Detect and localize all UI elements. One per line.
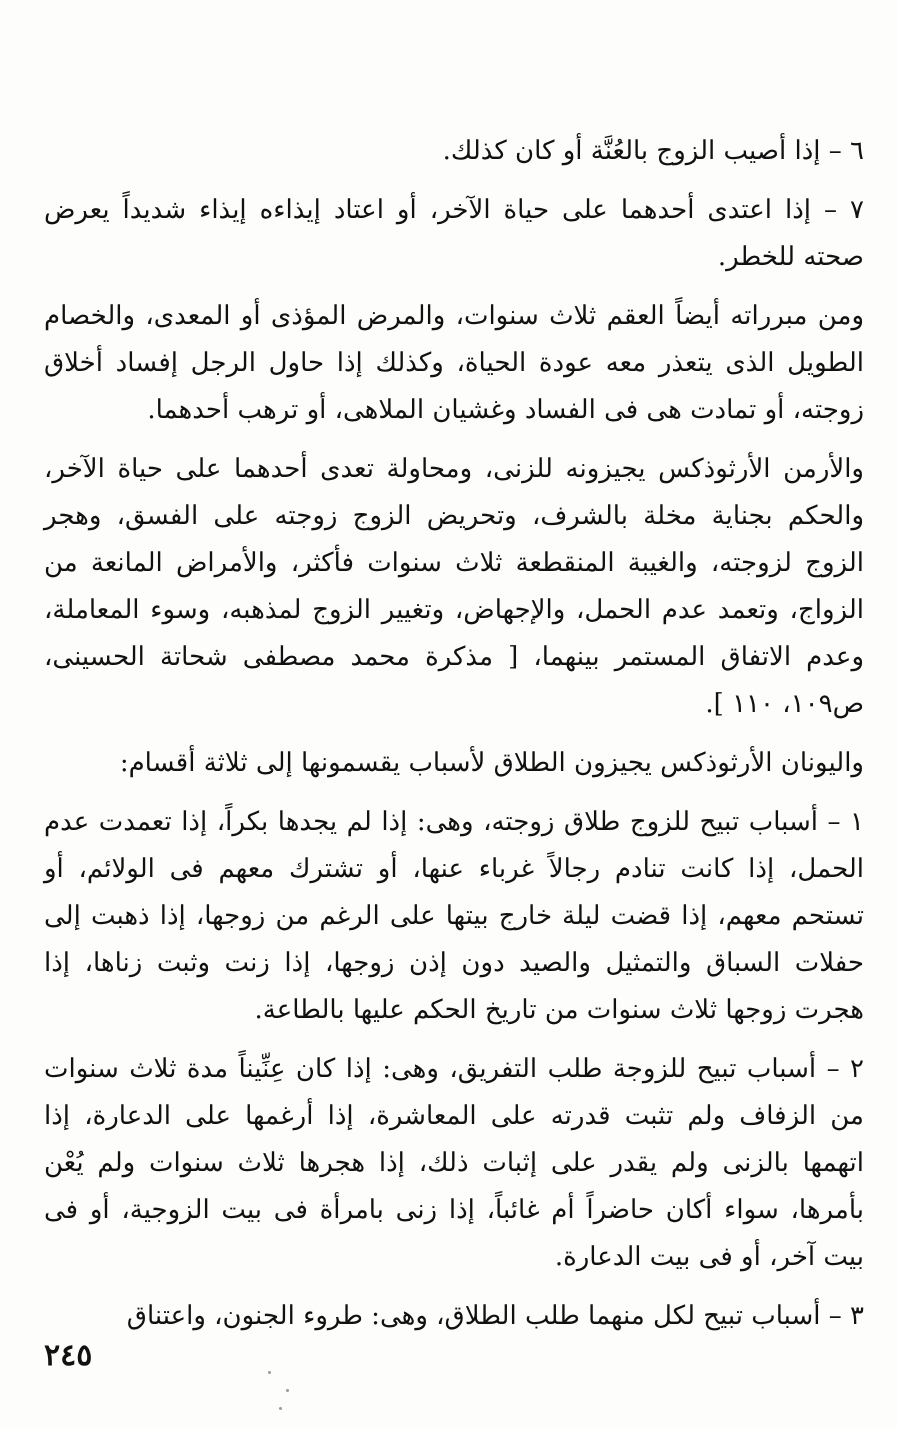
paragraph-item-7: ٧ – إذا اعتدى أحدهما على حياة الآخر، أو اعتاد إيذاءه إيذاء شديداً يعرض صحته للخطر. xyxy=(44,195,864,272)
scan-speck xyxy=(268,1371,271,1374)
paragraph-item-6: ٦ – إذا أصيب الزوج بالعُنَّة أو كان كذلك. xyxy=(442,136,864,166)
paragraph-husband-grounds: ١ – أسباب تبيح للزوج طلاق زوجته، وهى: إذا لم يجدها بكراً، إذا تعمدت عدم الحمل، إذا كانت تنادم رجالاً غرباء عنها، أو تشترك معهم فى الولائم، أو تستحم معهم، إذا قضت ليلة خارج بيتها على الرغم من زوجها، إذا ذهبت إلى حفلات السباق والتمثيل والصيد دون إذن زوجها، إذا زنت وثبت زناها، إذا هجرت زوجها ثلاث سنوات من تاريخ الحكم عليها بالطاعة. xyxy=(44,807,864,1025)
scan-speck xyxy=(279,1407,282,1410)
paragraph-greek-orthodox-intro: واليونان الأرثوذكس يجيزون الطلاق لأسباب يقسمونها إلى ثلاثة أقسام: xyxy=(119,748,864,778)
scan-speck xyxy=(286,1389,289,1392)
paragraph-mutual-grounds: ٣ – أسباب تبيح لكل منهما طلب الطلاق، وهى: طروء الجنون، واعتناق xyxy=(126,1301,864,1331)
paragraph-wife-grounds: ٢ – أسباب تبيح للزوجة طلب التفريق، وهى: إذا كان عِنِّيناً مدة ثلاث سنوات من الزفاف ولم تثبت قدرته على المعاشرة، إذا أرغمها على الدعارة، إذا اتهمها بالزنى ولم يقدر على إثبات ذلك، إذا هجرها ثلاث سنوات ولم يُعْن بأمرها، سواء أكان حاضراً أم غائباً، إذا زنى بامرأة فى بيت الزوجية، أو فى بيت آخر، أو فى بيت الدعارة. xyxy=(44,1054,864,1272)
page-body xyxy=(44,128,864,1352)
paragraph-other-justifications: ومن مبرراته أيضاً العقم ثلاث سنوات، والمرض المؤذى أو المعدى، والخصام الطويل الذى يتعذر معه عودة الحياة، وكذلك إذا حاول الرجل إفساد أخلاق زوجته، أو تمادت هى فى الفساد وغشيان الملاهى، أو ترهب أحدهما. xyxy=(44,301,864,425)
page-number: ٢٤٥ xyxy=(44,1338,93,1373)
paragraph-armenian-orthodox: والأرمن الأرثوذكس يجيزونه للزنى، ومحاولة تعدى أحدهما على حياة الآخر، والحكم بجناية مخلة بالشرف، وتحريض الزوج زوجته على الفسق، وهجر الزوج لزوجته، والغيبة المنقطعة ثلاث سنوات فأكثر، والأمراض المانعة من الزواج، وتعمد عدم الحمل، والإجهاض، وتغيير الزوج لمذهبه، وسوء المعاملة، وعدم الاتفاق المستمر بينهما، [ مذكرة محمد مصطفى شحاتة الحسينى، ص١٠٩، ١١٠ ]. xyxy=(44,454,864,719)
